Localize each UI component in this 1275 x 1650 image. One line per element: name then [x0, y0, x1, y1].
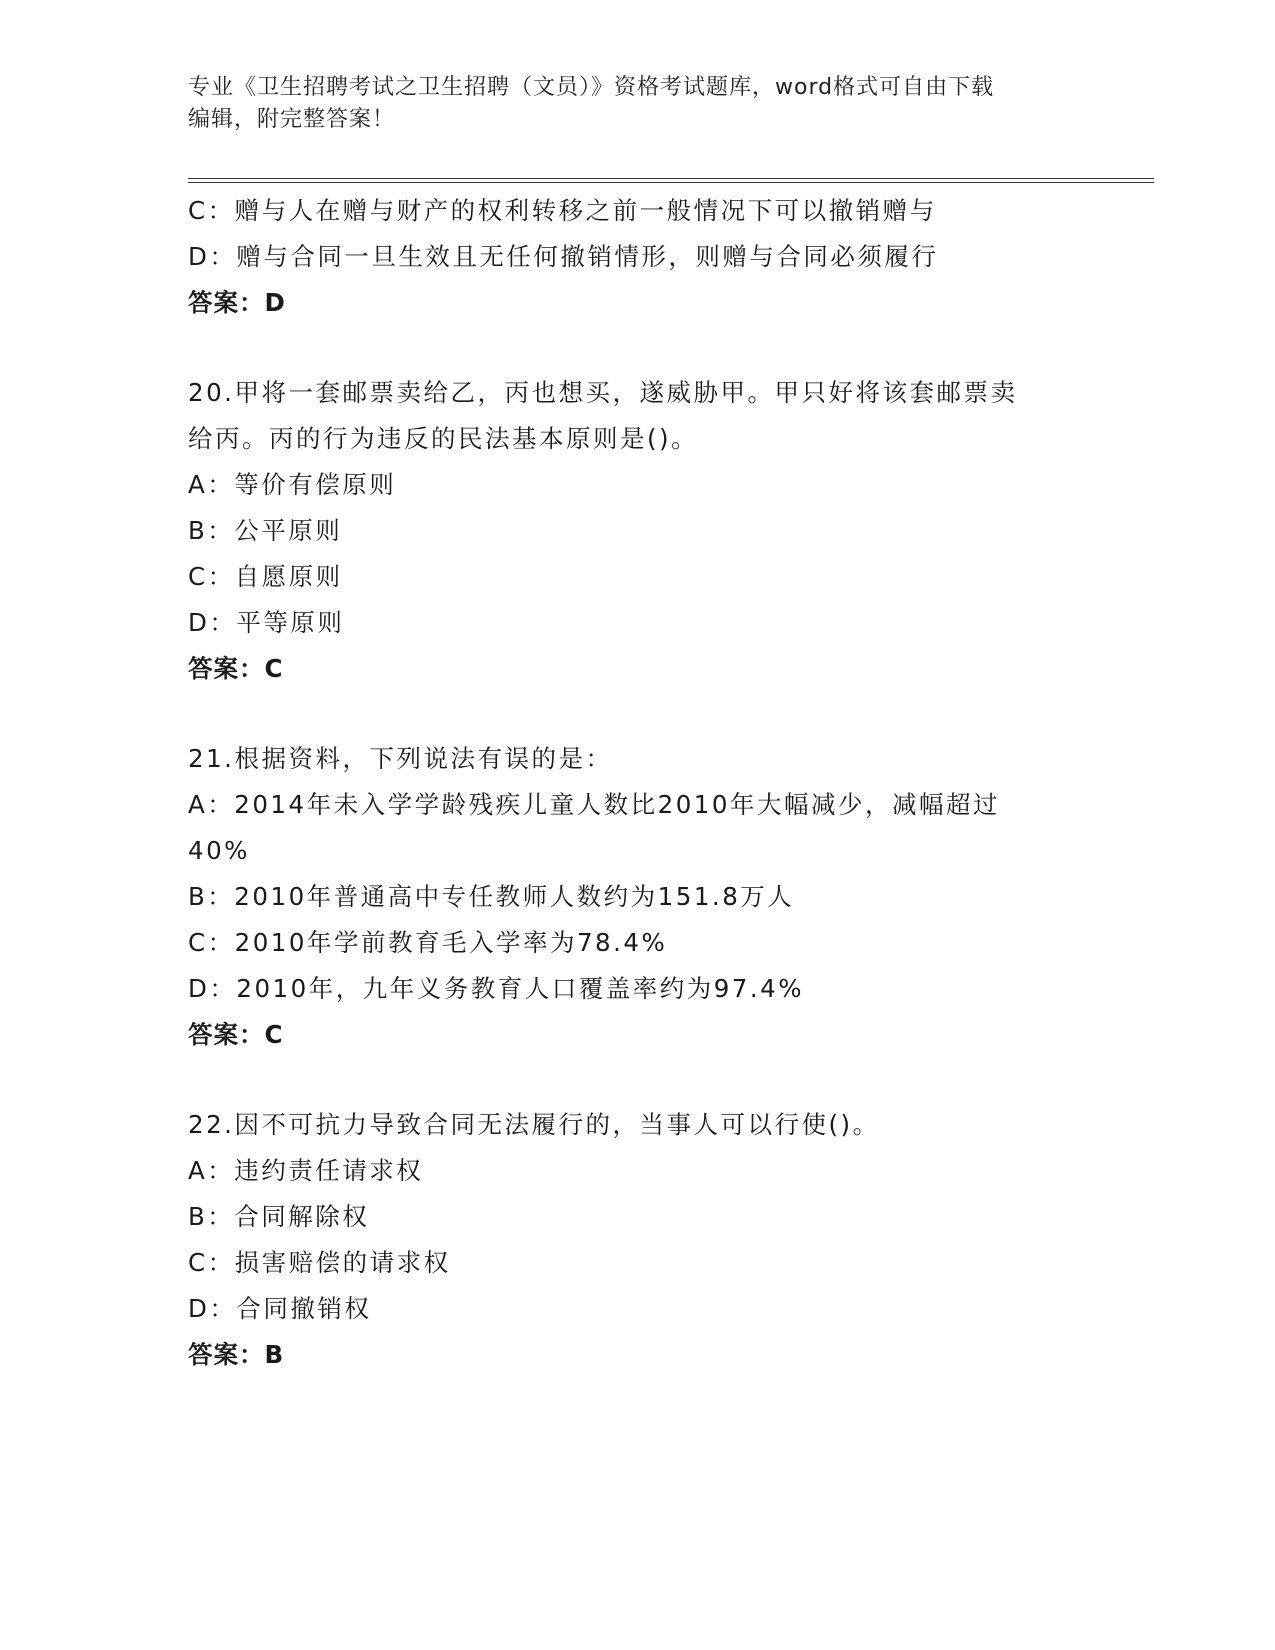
option-c: C：自愿原则	[188, 562, 343, 591]
option-c: C：损害赔偿的请求权	[188, 1248, 451, 1277]
answer-label: 答案：C	[188, 1020, 284, 1049]
header-divider-bottom	[188, 182, 1154, 183]
header-line-1: 专业《卫生招聘考试之卫生招聘（文员）》资格考试题库，word格式可自由下载	[188, 75, 995, 100]
question-list	[188, 188, 1108, 1378]
option-b: B：2010年普通高中专任教师人数约为151.8万人	[188, 882, 795, 911]
question-stem: 22.因不可抗力导致合同无法履行的，当事人可以行使()。	[188, 1110, 880, 1139]
option-d: D：平等原则	[188, 608, 345, 637]
option-a: A：2014年未入学学龄残疾儿童人数比2010年大幅减少，减幅超过	[188, 790, 1000, 819]
question-19-continued	[188, 188, 1108, 326]
spacer	[188, 692, 1108, 736]
option-d: D：2010年，九年义务教育人口覆盖率约为97.4%	[188, 974, 805, 1003]
option-d: D：合同撤销权	[188, 1294, 372, 1323]
answer-label: 答案：B	[188, 1340, 285, 1369]
option-a: A：等价有偿原则	[188, 470, 397, 499]
question-20	[188, 370, 1108, 692]
spacer	[188, 1058, 1108, 1102]
option-b: B：公平原则	[188, 516, 343, 545]
question-21	[188, 736, 1108, 1058]
header-line-2: 编辑，附完整答案！	[188, 107, 396, 132]
question-22	[188, 1102, 1108, 1378]
option-a: A：违约责任请求权	[188, 1156, 424, 1185]
question-stem: 20.甲将一套邮票卖给乙，丙也想买，遂威胁甲。甲只好将该套邮票卖	[188, 378, 1018, 407]
document-header	[188, 72, 1088, 136]
answer-label: 答案：C	[188, 654, 284, 683]
answer-label: 答案：D	[188, 288, 286, 317]
option-a-continued: 40%	[188, 836, 250, 865]
option-c: C：2010年学前教育毛入学率为78.4%	[188, 928, 668, 957]
question-stem: 给丙。丙的行为违反的民法基本原则是()。	[188, 424, 699, 453]
spacer	[188, 326, 1108, 370]
header-divider-top	[188, 178, 1154, 179]
option-b: B：合同解除权	[188, 1202, 370, 1231]
option-c: C：赠与人在赠与财产的权利转移之前一般情况下可以撤销赠与	[188, 196, 937, 225]
option-d: D：赠与合同一旦生效且无任何撤销情形，则赠与合同必须履行	[188, 242, 939, 271]
question-stem: 21.根据资料，下列说法有误的是：	[188, 744, 613, 773]
